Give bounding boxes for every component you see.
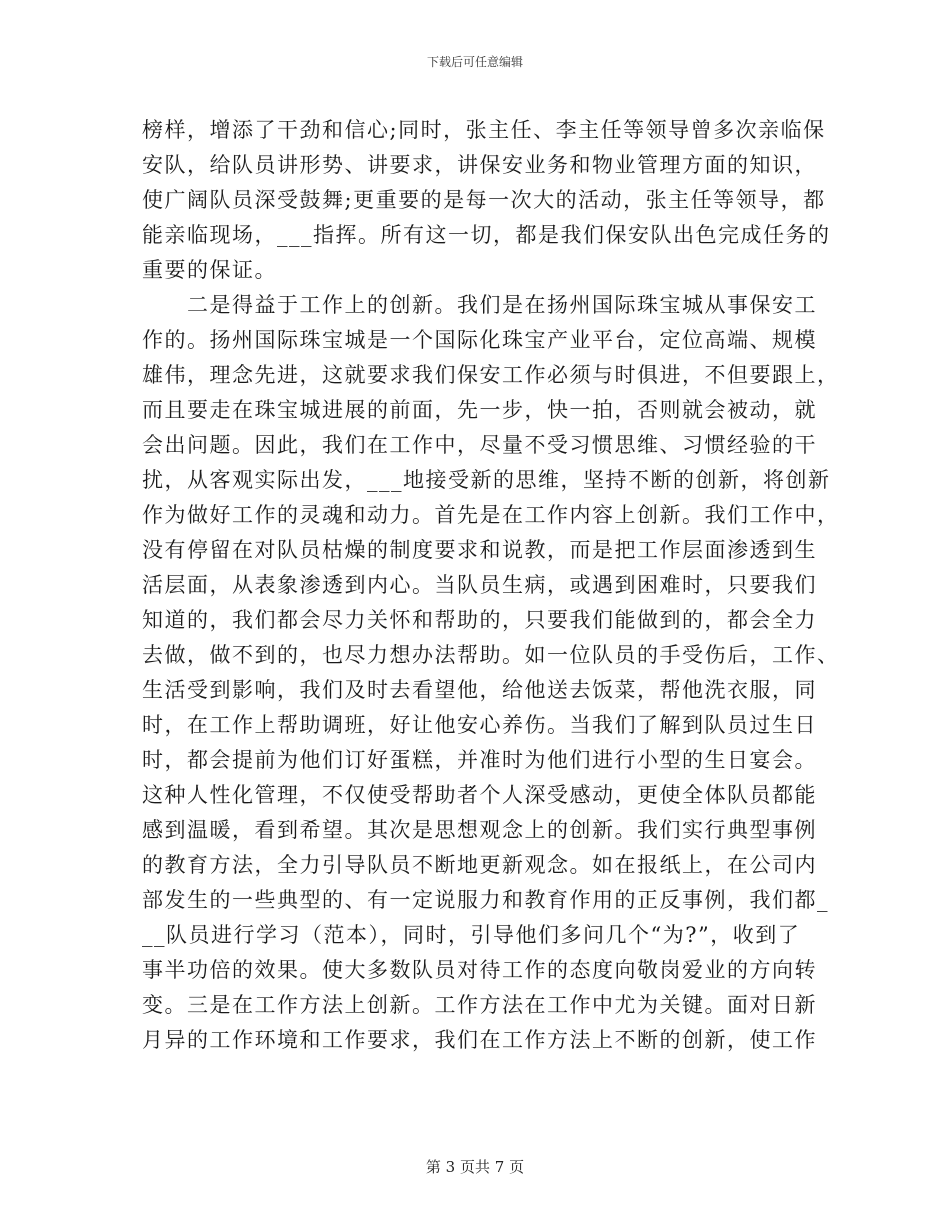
text-line: 重要的保证。 bbox=[142, 258, 277, 282]
page-header: 下载后可任意编辑 bbox=[426, 55, 523, 69]
text-line: 扰，从客观实际出发，___地接受新的思维，坚持不断的创新，将创新 bbox=[142, 468, 831, 492]
text-line: 事半功倍的效果。使大多数队员对待工作的态度向敬岗爱业的方向转 bbox=[142, 958, 817, 982]
text-line: 雄伟，理念先进，这就要求我们保安工作必须与时俱进，不但要跟上， bbox=[142, 363, 840, 387]
text-line: 时，在工作上帮助调班，好让他安心养伤。当我们了解到队员过生日 bbox=[142, 713, 817, 737]
text-line: 的教育方法，全力引导队员不断地更新观念。如在报纸上，在公司内 bbox=[142, 853, 817, 877]
text-line: 活层面，从表象渗透到内心。当队员生病，或遇到困难时，只要我们 bbox=[142, 573, 817, 597]
text-line: 部发生的一些典型的、有一定说服力和教育作用的正反事例，我们都_ bbox=[142, 888, 829, 912]
text-line: 知道的，我们都会尽力关怀和帮助的，只要我们能做到的，都会全力 bbox=[142, 608, 817, 632]
text-line: 去做，做不到的，也尽力想办法帮助。如一位队员的手受伤后，工作、 bbox=[142, 643, 840, 667]
text-line: 月异的工作环境和工作要求，我们在工作方法上不断的创新，使工作 bbox=[142, 1028, 817, 1052]
text-line: 这种人性化管理，不仅使受帮助者个人深受感动，更使全体队员都能 bbox=[142, 783, 817, 807]
text-line: 作为做好工作的灵魂和动力。首先是在工作内容上创新。我们工作中， bbox=[142, 503, 840, 527]
text-line: 能亲临现场，___指挥。所有这一切，都是我们保安队出色完成任务的 bbox=[142, 223, 831, 247]
text-line: 而且要走在珠宝城进展的前面，先一步，快一拍，否则就会被动，就 bbox=[142, 398, 817, 422]
text-line: 榜样，增添了干劲和信心;同时，张主任、李主任等领导曾多次亲临保 bbox=[142, 118, 826, 142]
text-line: 会出问题。因此，我们在工作中，尽量不受习惯思维、习惯经验的干 bbox=[142, 433, 817, 457]
document-body bbox=[142, 113, 840, 1058]
text-line: 生活受到影响，我们及时去看望他，给他送去饭菜，帮他洗衣服，同 bbox=[142, 678, 817, 702]
text-line: 时，都会提前为他们订好蛋糕，并准时为他们进行小型的生日宴会。 bbox=[142, 748, 817, 772]
text-line: 作的。扬州国际珠宝城是一个国际化珠宝产业平台，定位高端、规模 bbox=[142, 328, 817, 352]
text-line: 变。三是在工作方法上创新。工作方法在工作中尤为关键。面对日新 bbox=[142, 993, 817, 1017]
text-line: __队员进行学习（范本），同时，引导他们多问几个“为?”，收到了 bbox=[142, 923, 801, 947]
text-line: 使广阔队员深受鼓舞;更重要的是每一次大的活动，张主任等领导，都 bbox=[142, 188, 826, 212]
page-number-footer: 第 3 页共 7 页 bbox=[425, 1158, 525, 1176]
text-line: 感到温暖，看到希望。其次是思想观念上的创新。我们实行典型事例 bbox=[142, 818, 817, 842]
text-line: 二是得益于工作上的创新。我们是在扬州国际珠宝城从事保安工 bbox=[142, 293, 817, 317]
text-line: 安队，给队员讲形势、讲要求，讲保安业务和物业管理方面的知识， bbox=[142, 153, 817, 177]
text-line: 没有停留在对队员枯燥的制度要求和说教，而是把工作层面渗透到生 bbox=[142, 538, 817, 562]
